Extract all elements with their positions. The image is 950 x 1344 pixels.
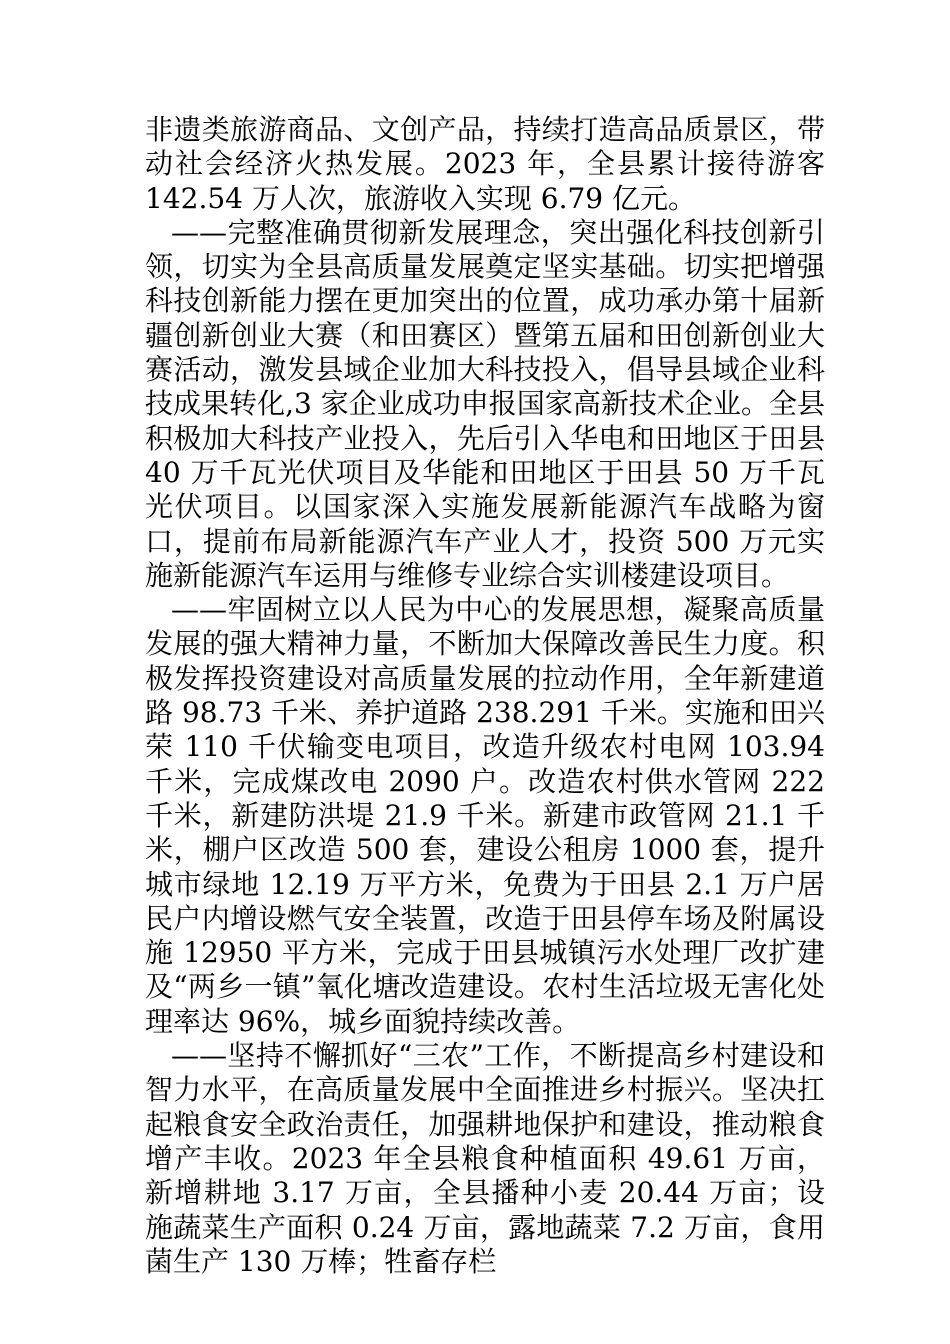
paragraph-tourism-continued: 非遗类旅游商品、文创产品，持续打造高品质景区，带动社会经济火热发展。2023 年，全县累计接待游客 142.54 万人次，旅游收入实现 6.79 亿元。 <box>145 113 825 215</box>
paragraph-tech-innovation: ——完整准确贯彻新发展理念，突出强化科技创新引领，切实为全县高质量发展奠定坚实基础。切实把增强科技创新能力摆在更加突出的位置，成功承办第十届新疆创新创业大赛（和田赛区）暨第五届和田创新创业大赛活动，激发县域企业加大科技投入，倡导县域企业科技成果转化,3 家企业成功申报国家高新技术企业。全县积极加大科技产业投入，先后引入华电和田地区于田县 40 万千瓦光伏项目及华能和田地区于田县 50 万千瓦光伏项目。以国家深入实施发展新能源汽车战略为窗口，提前布局新能源汽车产业人才，投资 500 万元实施新能源汽车运用与维修专业综合实训楼建设项目。 <box>145 215 825 592</box>
paragraph-livelihood: ——牢固树立以人民为中心的发展思想，凝聚高质量发展的强大精神力量，不断加大保障改善民生力度。积极发挥投资建设对高质量发展的拉动作用，全年新建道路 98.73 千米、养护道路 238.291 千米。实施和田兴荣 110 千伏输变电项目，改造升级农村电网 103.94 千米，完成煤改电 2090 户。改造农村供水管网 222 千米，新建防洪堤 21.9 千米。新建市政管网 21.1 千米，棚户区改造 500 套，建设公租房 1000 套，提升城市绿地 12.19 万平方米，免费为于田县 2.1 万户居民户内增设燃气安全装置，改造于田县停车场及附属设施 12950 平方米，完成于田县城镇污水处理厂改扩建及“两乡一镇”氧化塘改造建设。农村生活垃圾无害化处理率达 96%，城乡面貌持续改善。 <box>145 593 825 1038</box>
document-body <box>145 113 825 1279</box>
paragraph-rural-revitalization: ——坚持不懈抓好“三农”工作，不断提高乡村建设和智力水平，在高质量发展中全面推进乡村振兴。坚决扛起粮食安全政治责任，加强耕地保护和建设，推动粮食增产丰收。2023 年全县粮食种植面积 49.61 万亩，新增耕地 3.17 万亩，全县播种小麦 20.44 万亩；设施蔬菜生产面积 0.24 万亩，露地蔬菜 7.2 万亩，食用菌生产 130 万棒；牲畜存栏 <box>145 1039 825 1278</box>
